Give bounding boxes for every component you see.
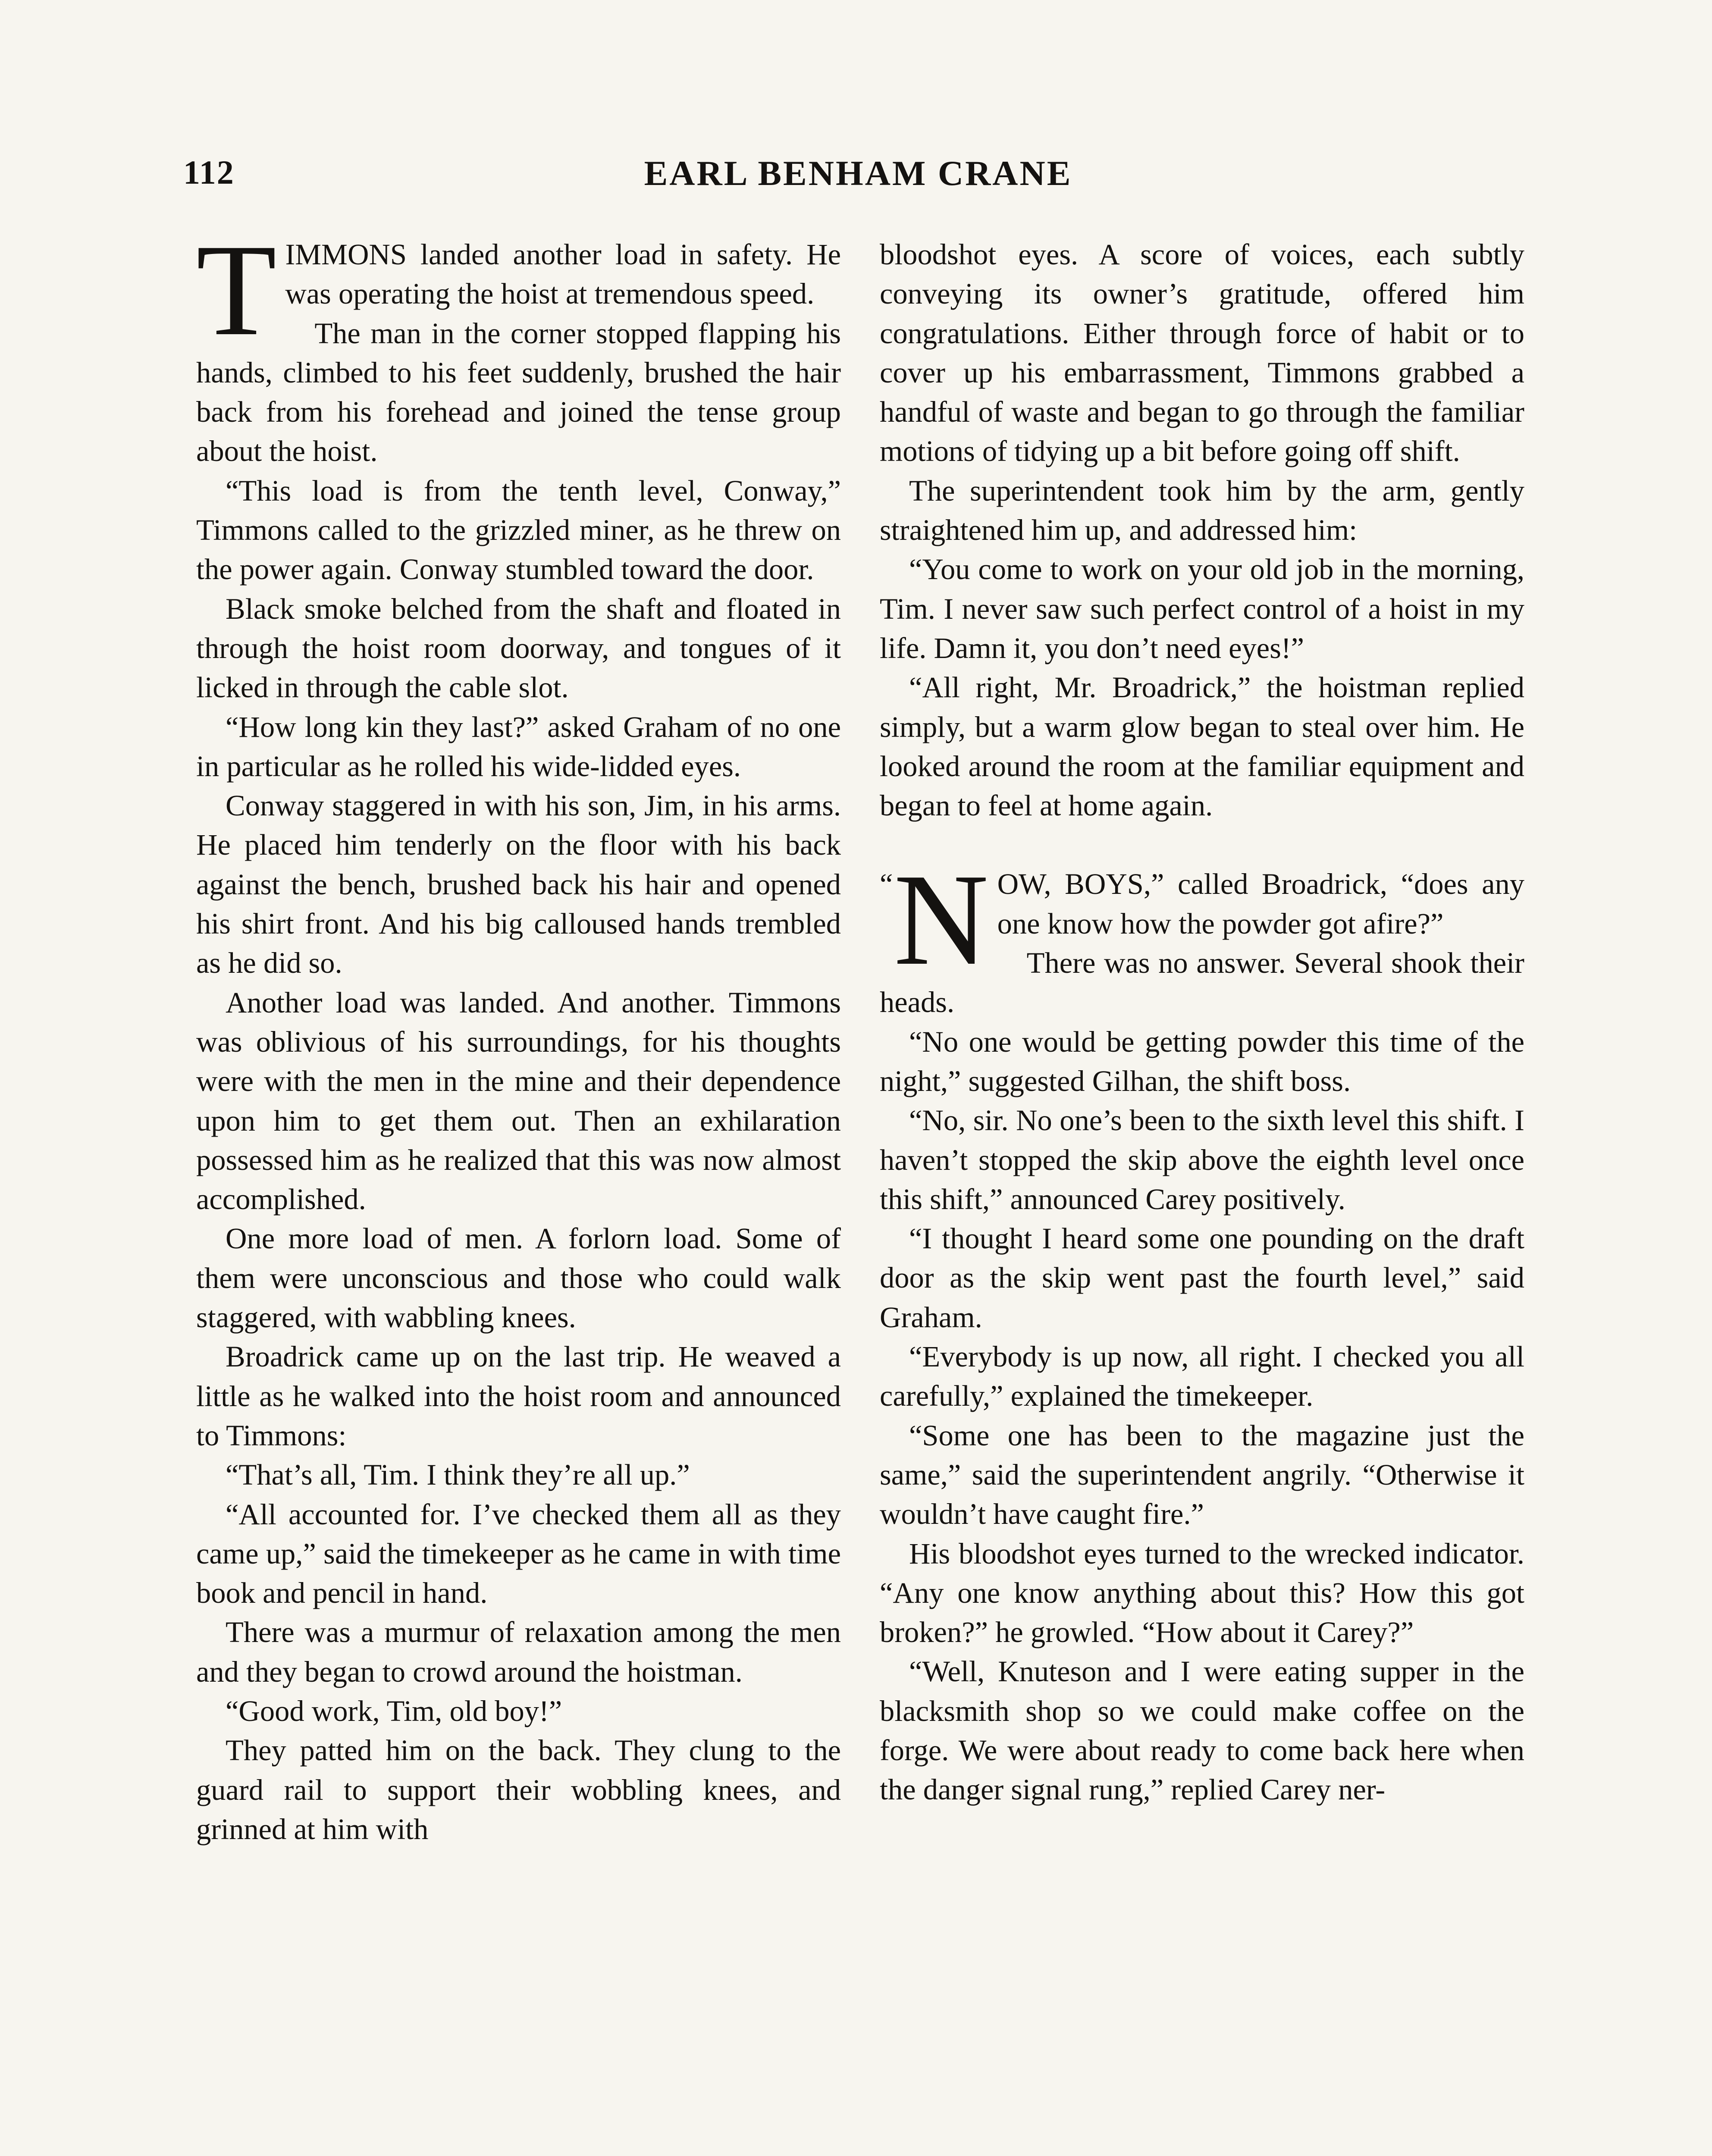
paragraph: Another load was landed. And another. Timmons was oblivious of his surroundings, for his thoughts were with the men in the mine and their dependence upon him to get them out. Then an exhilaration possessed him as he realized that this was now almost accomplished. xyxy=(196,986,841,1216)
opening-quote: “ xyxy=(880,868,893,901)
paragraph: One more load of men. A forlorn load. Some of them were unconscious and those who could walk staggered, with wabbling knees. xyxy=(196,1222,841,1334)
paragraph: Broadrick came up on the last trip. He weaved a little as he walked into the hoist room and announced to Timmons: xyxy=(196,1340,841,1452)
right-column xyxy=(880,235,1524,2156)
paragraph: There was a murmur of relaxation among the men and they began to crowd around the hoistman. xyxy=(196,1616,841,1688)
paragraph: “No one would be getting powder this time of the night,” suggested Gilhan, the shift boss. xyxy=(880,1025,1524,1097)
paragraph: “No, sir. No one’s been to the sixth level this shift. I haven’t stopped the skip above the eighth level once this shift,” announced Carey positively. xyxy=(880,1104,1524,1216)
paragraph: Black smoke belched from the shaft and floated in through the hoist room doorway, and tongues of it licked in through the cable slot. xyxy=(196,592,841,704)
paragraph: His bloodshot eyes turned to the wrecked indicator. “Any one know anything about this? How this got broken?” he growled. “How about it Carey?” xyxy=(880,1537,1524,1649)
paragraph: “How long kin they last?” asked Graham of no one in particular as he rolled his wide-lidded eyes. xyxy=(196,710,841,783)
opening-text: IMMONS landed another load in safety. He was operating the hoist at tremendous speed. xyxy=(285,238,841,310)
running-head: EARL BENHAM CRANE xyxy=(644,154,1072,193)
paragraph: Conway staggered in with his son, Jim, in his arms. He placed him tenderly on the floor with his back against the bench, brushed back his hair and opened his shirt front. And his big calloused hands trembled as he did so. xyxy=(196,789,841,980)
paragraph: “Some one has been to the magazine just the same,” said the superintendent angrily. “Otherwise it wouldn’t have caught fire.” xyxy=(880,1419,1524,1531)
left-column xyxy=(196,235,841,2156)
paragraph: “You come to work on your old job in the morning, Tim. I never saw such perfect control of a hoist in my life. Damn it, you don’t need eyes!” xyxy=(880,553,1524,664)
paragraph: “All accounted for. I’ve checked them all as they came up,” said the timekeeper as he came in with time book and pencil in hand. xyxy=(196,1498,841,1610)
continued-paragraph: bloodshot eyes. A score of voices, each subtly conveying its owner’s gratitude, offered him congratulations. Either through force of habit or to cover up his embarrassment, Timmons grabbed a handful of waste and began to go through the familiar motions of tidying up a bit before going off shift. xyxy=(880,238,1524,468)
page-header xyxy=(183,153,1533,201)
paragraph: “That’s all, Tim. I think they’re all up.” xyxy=(226,1458,690,1492)
page-number: 112 xyxy=(183,154,235,191)
paragraph: There was no answer. Several shook their heads. xyxy=(880,946,1524,1019)
drop-cap: N xyxy=(894,846,989,993)
paragraph: “Well, Knuteson and I were eating supper in the blacksmith shop so we could make coffee on the forge. We were about ready to come back here when the danger signal rung,” replied Carey ner- xyxy=(880,1655,1524,1806)
paragraph: “This load is from the tenth level, Conway,” Timmons called to the grizzled miner, as he threw on the power again. Conway stumbled toward the door. xyxy=(196,474,841,586)
drop-cap: T xyxy=(196,235,277,363)
paragraph: “Everybody is up now, all right. I checked you all carefully,” explained the timekeeper. xyxy=(880,1340,1524,1413)
paragraph: The superintendent took him by the arm, gently straightened him up, and addressed him: xyxy=(880,474,1524,547)
opening-paragraph xyxy=(196,235,841,363)
paragraph: The man in the corner stopped flapping his hands, climbed to his feet suddenly, brushed the hair back from his forehead and joined the tense group about the hoist. xyxy=(196,317,841,468)
paragraph: “All right, Mr. Broadrick,” the hoistman replied simply, but a warm glow began to steal over him. He looked around the room at the familiar equipment and began to feel at home again. xyxy=(880,671,1524,822)
paragraph: “Good work, Tim, old boy!” xyxy=(226,1694,562,1727)
paragraph: They patted him on the back. They clung to the guard rail to support their wobbling knees, and grinned at him with xyxy=(196,1734,841,1846)
paragraph: “I thought I heard some one pounding on the draft door as the skip went past the fourth level,” said Graham. xyxy=(880,1222,1524,1334)
section-opening-text: OW, BOYS,” called Broadrick, “does any one know how the powder got afire?” xyxy=(997,868,1524,940)
